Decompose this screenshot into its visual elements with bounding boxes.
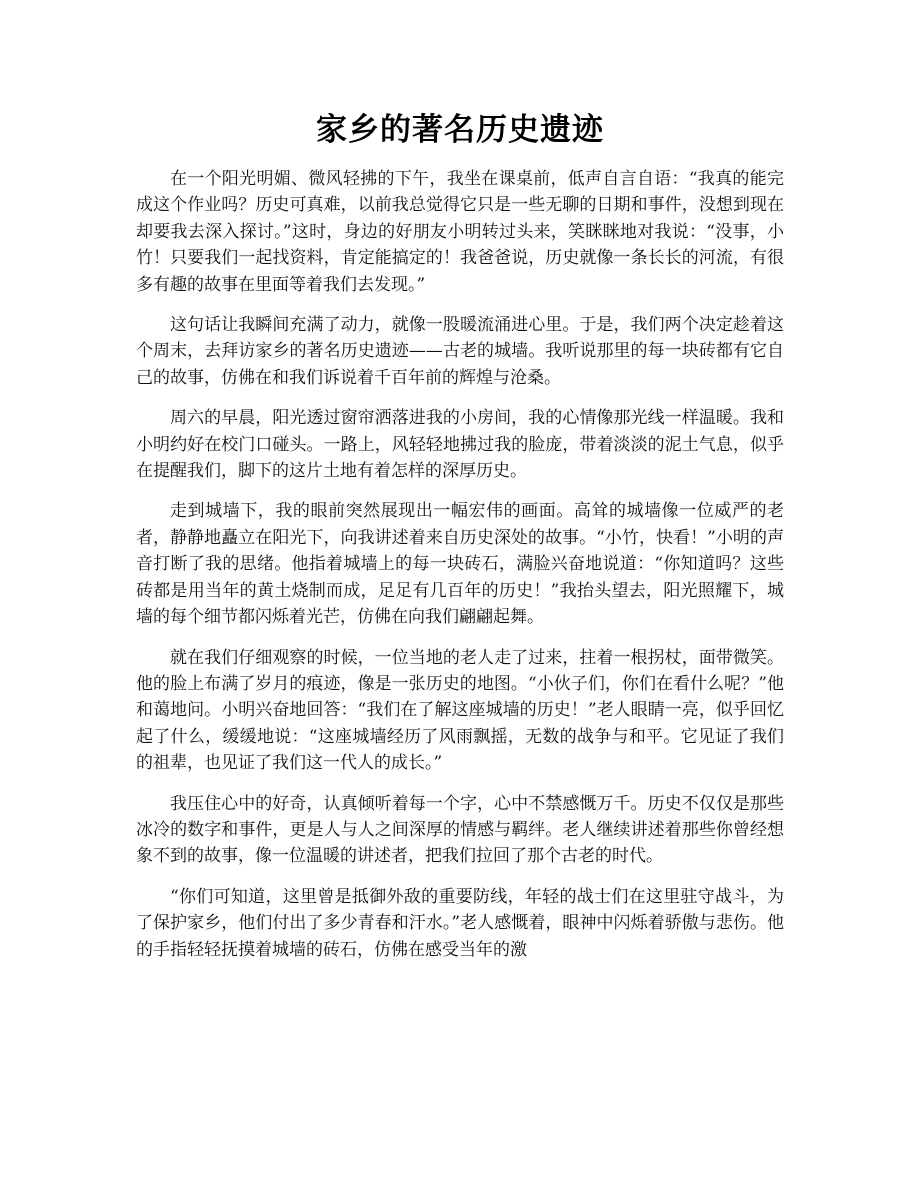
document-title: 家乡的著名历史遗迹 bbox=[316, 112, 604, 148]
paragraph-6: 我压住心中的好奇，认真倾听着每一个字，心中不禁感慨万千。历史不仅仅是那些冰冷的数字和事件，更是人与人之间深厚的情感与羁绊。老人继续讲述着那些你曾经想象不到的故事，像一位温暖的讲述者，把我们拉回了那个古老的时代。 bbox=[136, 793, 784, 867]
paragraph-3: 周六的早晨，阳光透过窗帘洒落进我的小房间，我的心情像那光线一样温暖。我和小明约好在校门口碰头。一路上，风轻轻地拂过我的脸庞，带着淡淡的泥土气息，似乎在提醒我们，脚下的这片土地有着怎样的深厚历史。 bbox=[136, 408, 784, 482]
paragraph-4: 走到城墙下，我的眼前突然展现出一幅宏伟的画面。高耸的城墙像一位威严的老者，静静地矗立在阳光下，向我讲述着来自历史深处的故事。“小竹，快看！”小明的声音打断了我的思绪。他指着城墙上的每一块砖石，满脸兴奋地说道：“你知道吗？这些砖都是用当年的黄土烧制而成，足足有几百年的历史！”我抬头望去，阳光照耀下，城墙的每个细节都闪烁着光芒，仿佛在向我们翩翩起舞。 bbox=[136, 501, 784, 628]
paragraph-2: 这句话让我瞬间充满了动力，就像一股暖流涌进心里。于是，我们两个决定趁着这个周末，去拜访家乡的著名历史遗迹——古老的城墙。我听说那里的每一块砖都有它自己的故事，仿佛在和我们诉说着千百年前的辉煌与沧桑。 bbox=[136, 315, 784, 388]
paragraph-7: “你们可知道，这里曾是抵御外敌的重要防线，年轻的战士们在这里驻守战斗，为了保护家乡，他们付出了多少青春和汗水。”老人感慨着，眼神中闪烁着骄傲与悲伤。他的手指轻轻抚摸着城墙的砖石，仿佛在感受当年的激 bbox=[136, 886, 784, 960]
paragraph-1: 在一个阳光明媚、微风轻拂的下午，我坐在课桌前，低声自言自语：“我真的能完成这个作业吗？历史可真难，以前我总觉得它只是一些无聊的日期和事件，没想到现在却要我去深入探讨。”这时，身边的好朋友小明转过头来，笑眯眯地对我说：“没事，小竹！只要我们一起找资料，肯定能搞定的！我爸爸说，历史就像一条长长的河流，有很多有趣的故事在里面等着我们去发现。” bbox=[136, 169, 784, 295]
document-body bbox=[136, 166, 784, 977]
paragraph-5: 就在我们仔细观察的时候，一位当地的老人走了过来，拄着一根拐杖，面带微笑。他的脸上布满了岁月的痕迹，像是一张历史的地图。“小伙子们，你们在看什么呢？”他和蔼地问。小明兴奋地回答：“我们在了解这座城墙的历史！”老人眼睛一亮，似乎回忆起了什么，缓缓地说：“这座城墙经历了风雨飘摇，无数的战争与和平。它见证了我们的祖辈，也见证了我们这一代人的成长。” bbox=[136, 647, 784, 774]
